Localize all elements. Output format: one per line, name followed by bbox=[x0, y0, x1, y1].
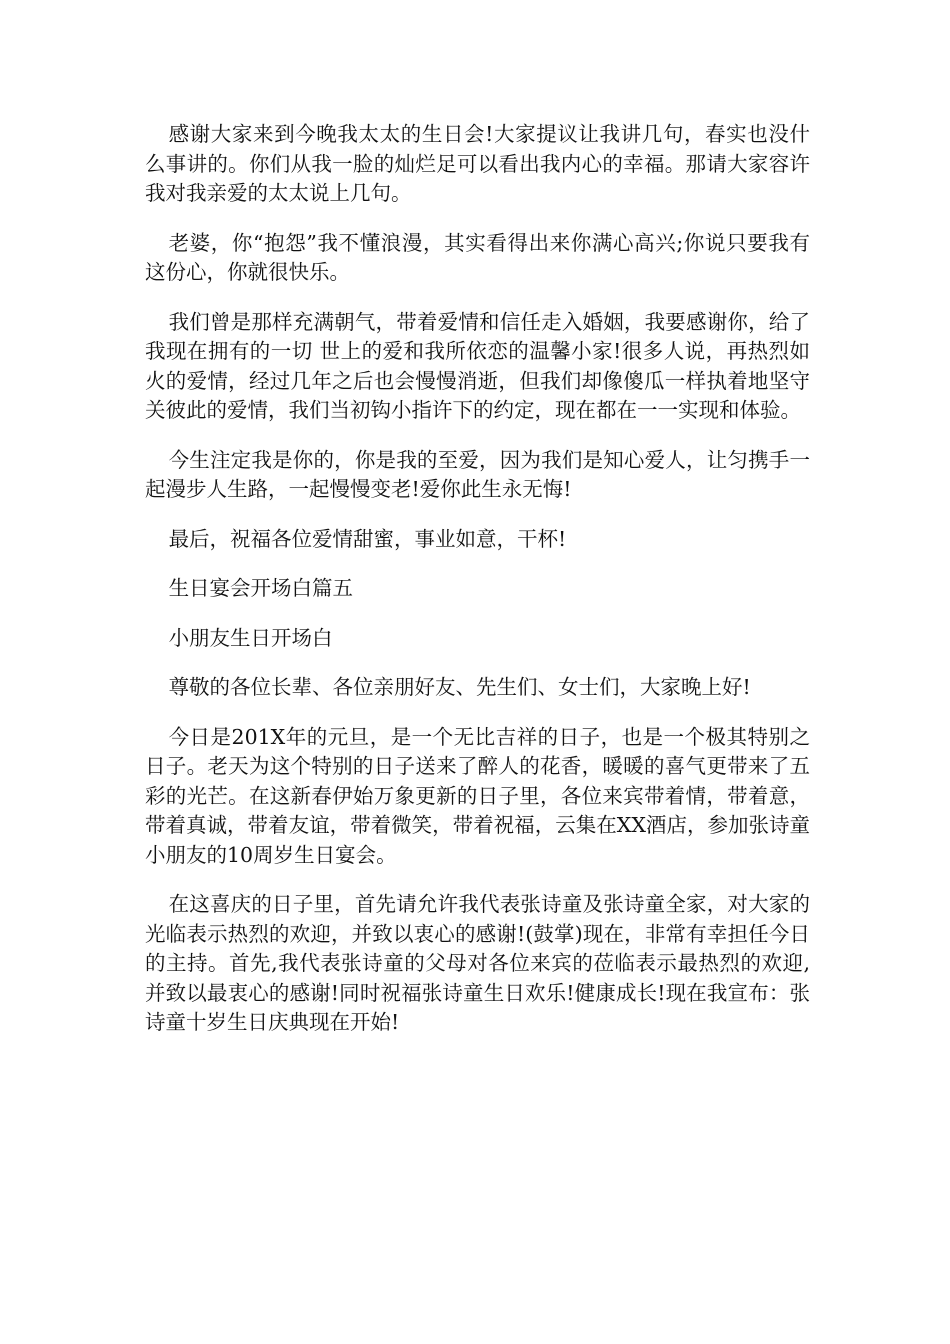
paragraph: 今生注定我是你的，你是我的至爱，因为我们是知心爱人，让匀携手一起漫步人生路，一起慢慢变老!爱你此生永无悔! bbox=[145, 447, 810, 501]
paragraph: 尊敬的各位长辈、各位亲朋好友、先生们、女士们，大家晚上好! bbox=[168, 675, 751, 699]
paragraph: 我们曾是那样充满朝气，带着爱情和信任走入婚姻，我要感谢你，给了我现在拥有的一切 世上的爱和我所依恋的温馨小家!很多人说，再热烈如火的爱情，经过几年之后也会慢慢消逝，但我们却像傻瓜一样执着地坚守关彼此的爱情，我们当初钩小指许下的约定，现在都在一一实现和体验。 bbox=[145, 309, 810, 422]
document-page bbox=[145, 120, 810, 1058]
section-heading: 生日宴会开场白篇五 bbox=[168, 576, 354, 600]
paragraph: 今日是201X年的元旦，是一个无比吉祥的日子，也是一个极其特别之日子。老天为这个特别的日子送来了醉人的花香，暖暖的喜气更带来了五彩的光芒。在这新春伊始万象更新的日子里，各位来宾带着情，带着意，带着真诚，带着友谊，带着微笑，带着祝福，云集在XX酒店，参加张诗童小朋友的10周岁生日宴会。 bbox=[145, 724, 810, 867]
paragraph: 感谢大家来到今晚我太太的生日会!大家提议让我讲几句，春实也没什么事讲的。你们从我一脸的灿烂足可以看出我内心的幸福。那请大家容许我对我亲爱的太太说上几句。 bbox=[145, 122, 810, 205]
paragraph: 老婆，你“抱怨”我不懂浪漫，其实看得出来你满心高兴;你说只要我有这份心，你就很快乐。 bbox=[145, 230, 810, 284]
paragraph: 在这喜庆的日子里，首先请允许我代表张诗童及张诗童全家，对大家的光临表示热烈的欢迎，并致以衷心的感谢!(鼓掌)现在，非常有幸担任今日的主持。首先,我代表张诗童的父母对各位来宾的莅临表示最热烈的欢迎,并致以最衷心的感谢!同时祝福张诗童生日欢乐!健康成长!现在我宣布：张诗童十岁生日庆典现在开始! bbox=[145, 892, 810, 1034]
subsection-heading: 小朋友生日开场白 bbox=[168, 625, 333, 650]
paragraph: 最后，祝福各位爱情甜蜜，事业如意，干杯! bbox=[168, 526, 567, 551]
